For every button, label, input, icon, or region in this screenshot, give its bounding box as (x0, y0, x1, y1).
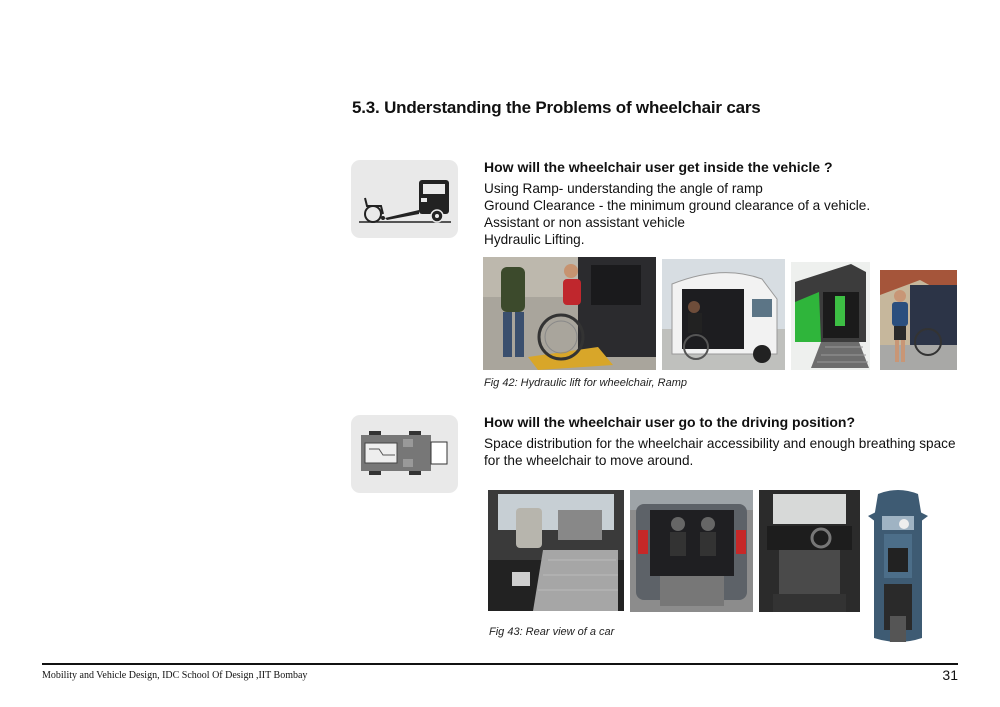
question-1-line: Ground Clearance - the minimum ground clearance of a vehicle. (484, 198, 871, 213)
photo-green-car-ramp (791, 262, 870, 370)
vehicle-top-view-icon (351, 415, 458, 493)
photo-rear-ramp-car (662, 259, 785, 370)
section-title: 5.3. Understanding the Problems of wheelchair cars (352, 98, 761, 117)
question-1-line: Using Ramp- understanding the angle of ramp (484, 181, 763, 196)
question-2-title: How will the wheelchair user go to the driving position? (484, 414, 856, 430)
photo-interior-floor (488, 490, 624, 611)
figure-42-caption: Fig 42: Hydraulic lift for wheelchair, Ramp (484, 377, 687, 389)
question-1-line: Assistant or non assistant vehicle (484, 215, 685, 230)
figure-43-caption: Fig 43: Rear view of a car (489, 626, 615, 638)
photo-vehicle-top-view (866, 488, 930, 646)
question-1 (484, 159, 964, 248)
photo-assisted-boarding (880, 270, 957, 370)
photo-hydraulic-lift (483, 257, 656, 370)
question-2-line: for the wheelchair to move around. (484, 453, 694, 468)
question-1-title: How will the wheelchair user get inside the vehicle ? (484, 159, 833, 175)
page-number: 31 (942, 667, 958, 683)
wheelchair-ramp-icon (351, 160, 458, 238)
footer-text: Mobility and Vehicle Design, IDC School Of Design ,IIT Bombay (42, 670, 308, 681)
footer-divider (42, 663, 958, 665)
photo-rear-open-van (630, 490, 753, 612)
question-2 (484, 414, 964, 469)
photo-cabin-rear-view (759, 490, 860, 612)
question-1-line: Hydraulic Lifting. (484, 232, 585, 247)
question-2-line: Space distribution for the wheelchair accessibility and enough breathing space (484, 436, 956, 451)
